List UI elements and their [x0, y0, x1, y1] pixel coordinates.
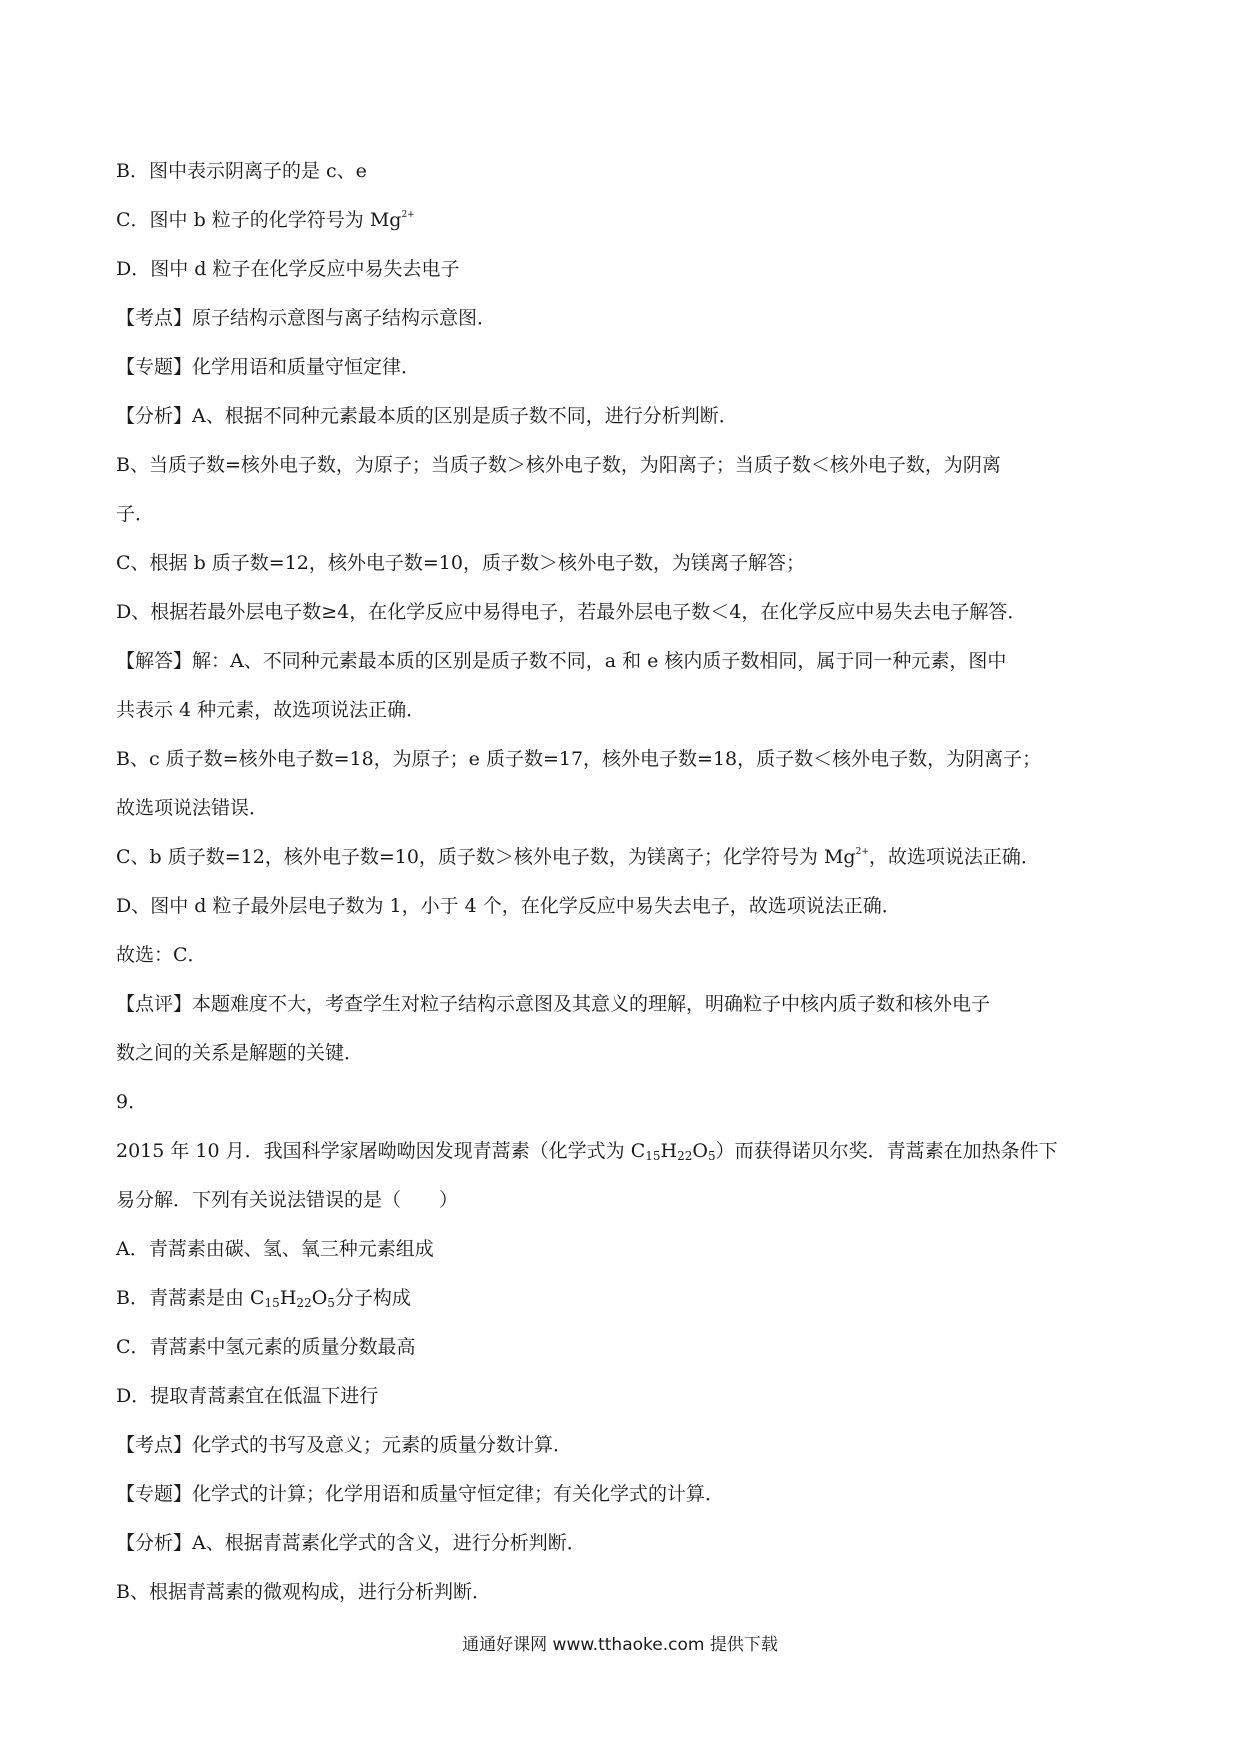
q9-kaodian-line: 【考点】化学式的书写及意义；元素的质量分数计算．: [116, 1434, 573, 1456]
option-d-line: D．图中 d 粒子在化学反应中易失去电子: [116, 258, 460, 280]
question-stem-cont-line: 易分解．下列有关说法错误的是（ ）: [116, 1189, 459, 1211]
jieda-b-line: B、c 质子数=核外电子数=18，为原子；e 质子数=17，核外电子数=18，质子数＜核外电子数，为阴离子；: [116, 748, 1042, 770]
jieda-line: 【解答】解：A、不同种元素最本质的区别是质子数不同，a 和 e 核内质子数相同，属于同一种元素，图中: [116, 650, 1007, 672]
jieda-c-line: C、b 质子数=12，核外电子数=10，质子数＞核外电子数，为镁离子；化学符号为 $Mg^{2+}$，故选项说法正确．: [116, 846, 1040, 868]
q9-option-d: D．提取青蒿素宜在低温下进行: [116, 1385, 379, 1407]
fenxi-b-cont-line: 子．: [116, 503, 155, 525]
q9-fenxi-line: 【分析】A、根据青蒿素化学式的含义，进行分析判断．: [116, 1532, 586, 1554]
jieda-cont-line: 共表示 4 种元素，故选项说法正确．: [116, 699, 426, 721]
answer-line: 故选：C．: [116, 944, 207, 966]
q9-fenxi-b-line: B、根据青蒿素的微观构成，进行分析判断．: [116, 1581, 491, 1603]
dianping-cont-line: 数之间的关系是解题的关键．: [116, 1042, 364, 1064]
option-c-line: C．图中 b 粒子的化学符号为 $Mg^{2+}$: [116, 209, 415, 231]
zhuanti-line: 【专题】化学用语和质量守恒定律．: [116, 356, 421, 378]
fenxi-d-line: D、根据若最外层电子数≥4，在化学反应中易得电子，若最外层电子数＜4，在化学反应中易失去电子解答．: [116, 601, 1027, 623]
jieda-b-cont-line: 故选项说法错误．: [116, 797, 269, 819]
q9-option-a: A．青蒿素由碳、氢、氧三种元素组成: [116, 1238, 434, 1260]
q9-option-c: C．青蒿素中氢元素的质量分数最高: [116, 1336, 416, 1358]
fenxi-b-line: B、当质子数=核外电子数，为原子；当质子数＞核外电子数，为阳离子；当质子数＜核外电子数，为阴离: [116, 454, 1001, 476]
q9-zhuanti-line: 【专题】化学式的计算；化学用语和质量守恒定律；有关化学式的计算．: [116, 1483, 725, 1505]
jieda-d-line: D、图中 d 粒子最外层电子数为 1，小于 4 个，在化学反应中易失去电子，故选项说法正确．: [116, 895, 901, 917]
kaodian-line: 【考点】原子结构示意图与离子结构示意图．: [116, 307, 497, 329]
fenxi-line: 【分析】A、根据不同种元素最本质的区别是质子数不同，进行分析判断．: [116, 405, 738, 427]
page-footer: 通通好课网 www.tthaoke.com 提供下载: [462, 1635, 778, 1655]
question-stem-line: 2015 年 10 月．我国科学家屠呦呦因发现青蒿素（化学式为 $C_{15}H_{22}O_5$）而获得诺贝尔奖．青蒿素在加热条件下: [116, 1140, 1058, 1163]
option-b-line: B．图中表示阴离子的是 c、e: [116, 160, 367, 182]
q9-option-b: B．青蒿素是由 $C_{15}H_{22}O_5$分子构成: [116, 1287, 411, 1310]
dianping-line: 【点评】本题难度不大，考查学生对粒子结构示意图及其意义的理解，明确粒子中核内质子数和核外电子: [116, 993, 991, 1015]
fenxi-c-line: C、根据 b 质子数=12，核外电子数=10，质子数＞核外电子数，为镁离子解答；: [116, 552, 805, 574]
question-number: 9．: [116, 1091, 148, 1113]
